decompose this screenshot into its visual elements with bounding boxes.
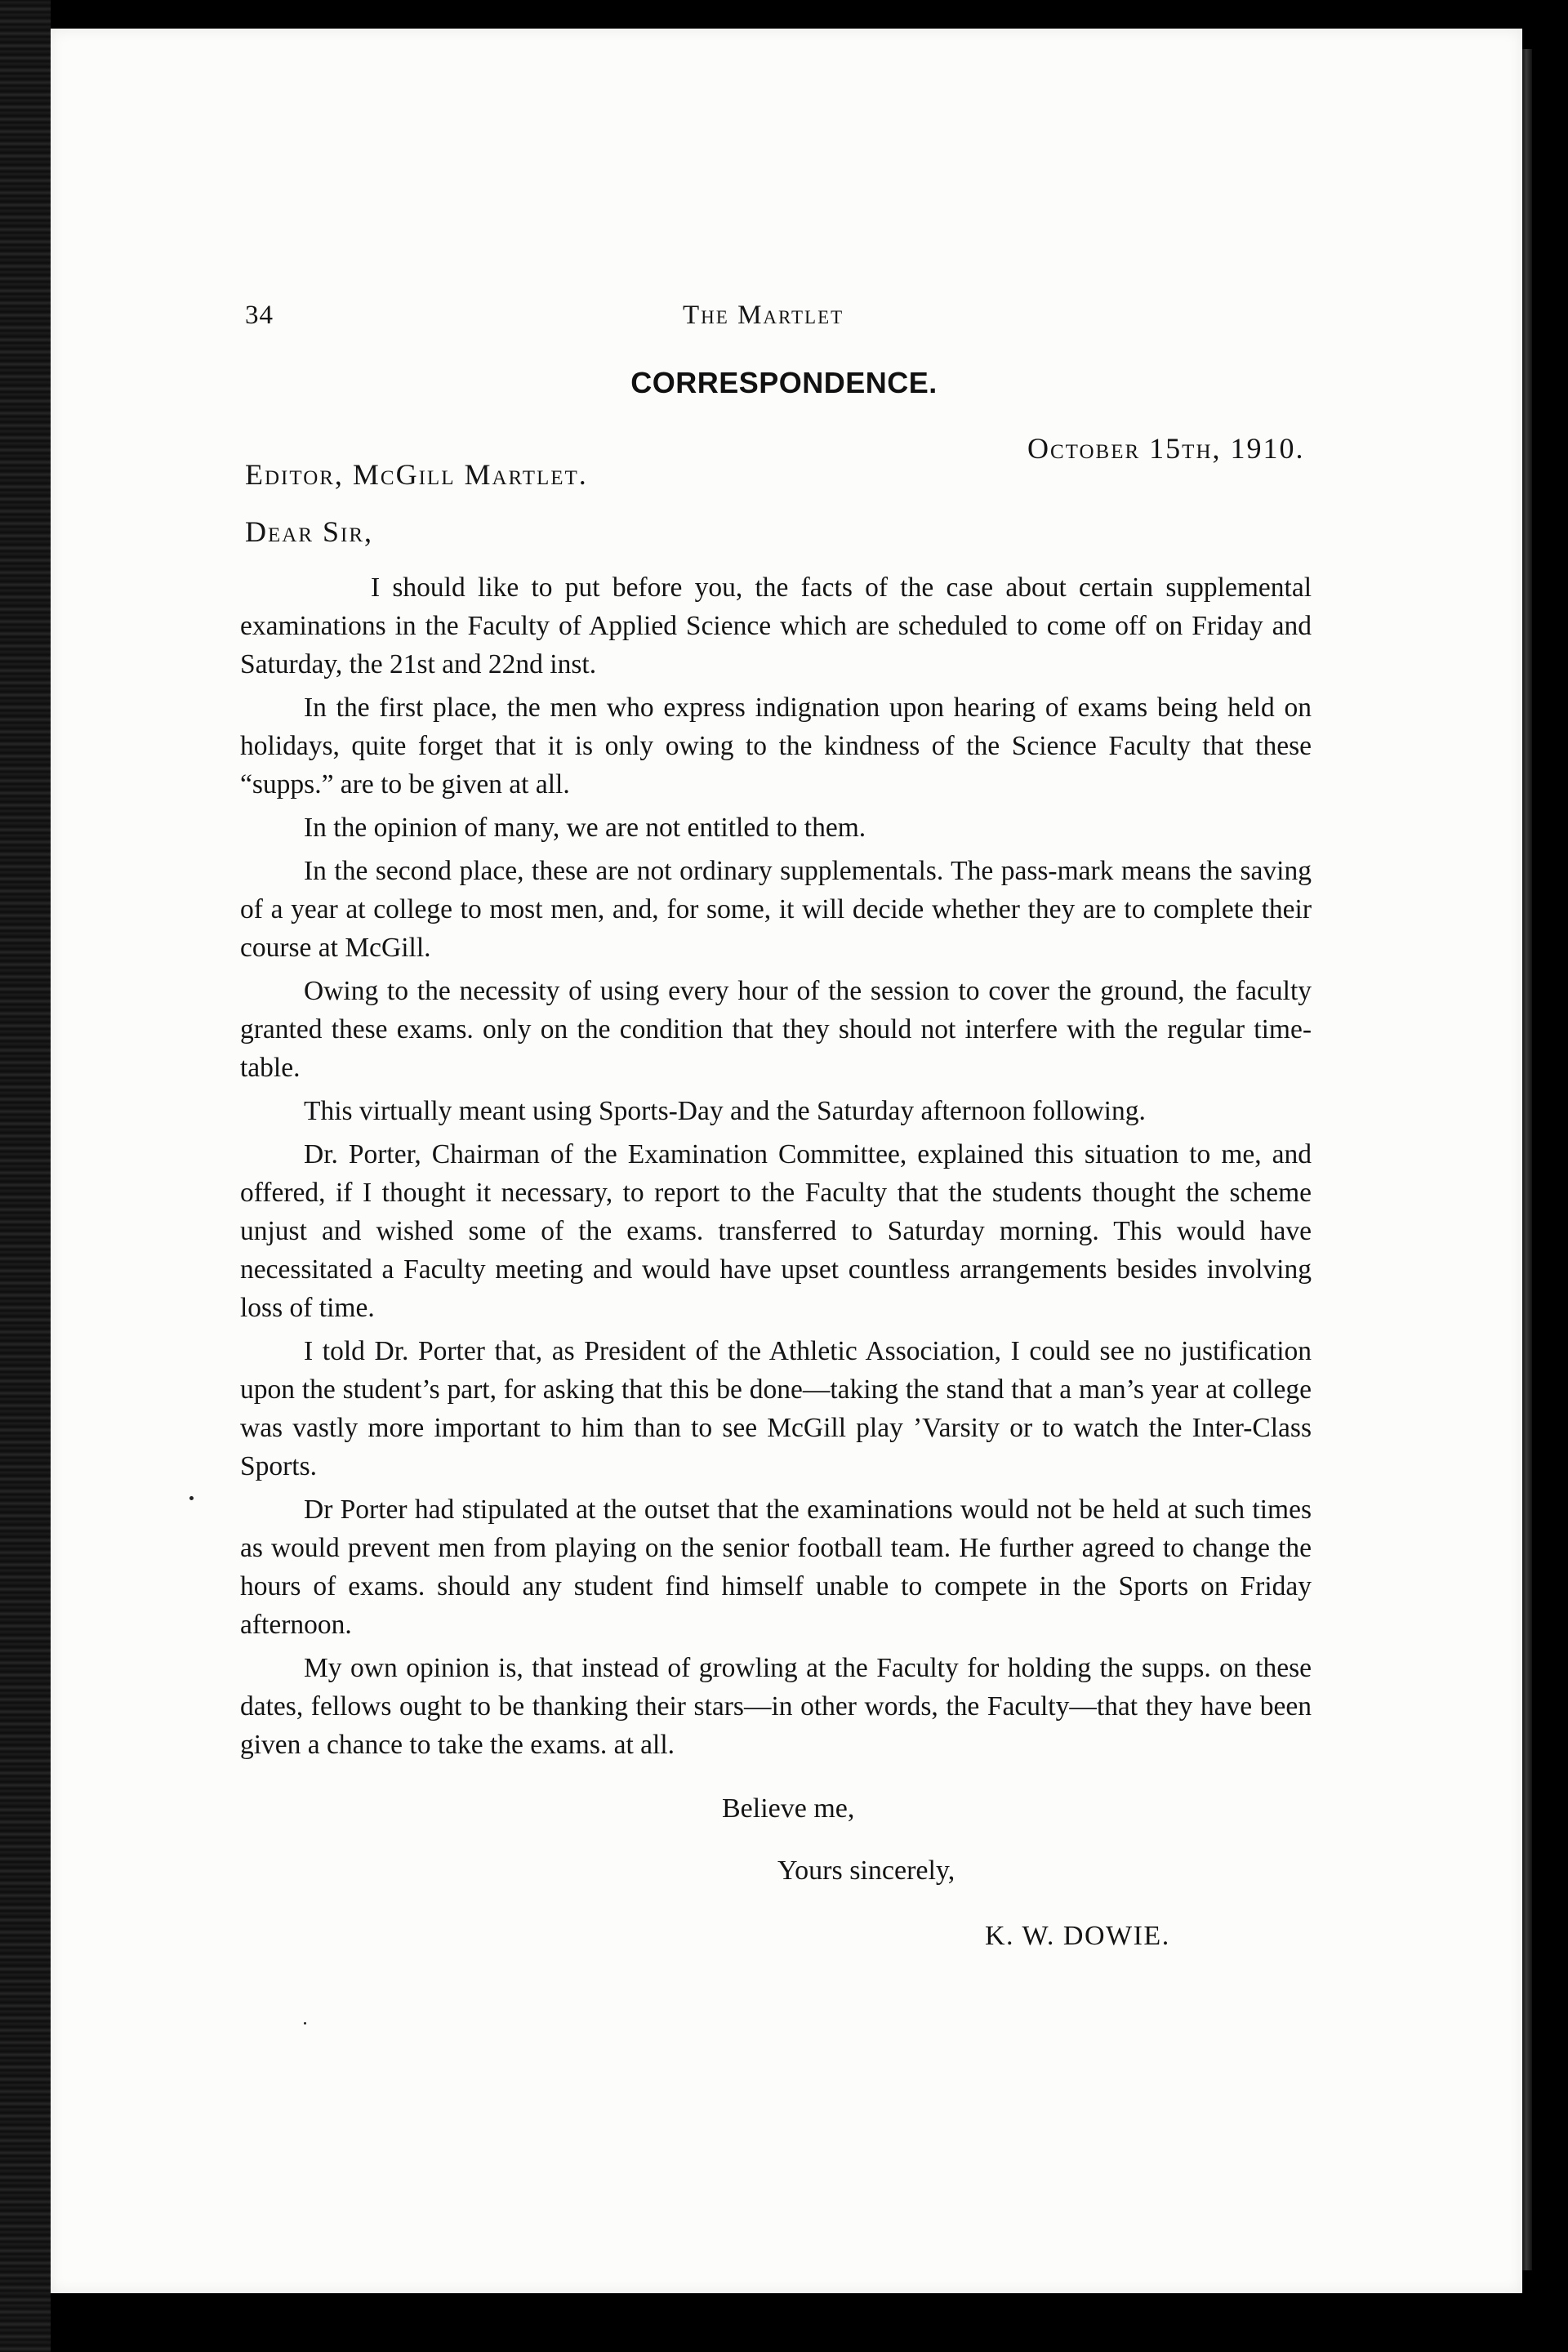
scan-speck — [304, 2022, 306, 2025]
letter-paragraph: My own opinion is, that instead of growling at the Faculty for holding the supps. on these dates, fellows ought to be thanking their stars—in other words, the Faculty—that they have been given a chance to take the exams. at all. — [240, 1653, 1312, 1760]
page-number: 34 — [245, 301, 274, 330]
book-edge-left — [0, 0, 51, 2352]
running-title: The Martlet — [683, 301, 844, 330]
letter-paragraph: Dr Porter had stipulated at the outset that the examinations would not be held at such times as would prevent men from playing on the senior football team. He further agreed to change the hours of exams. should any student find himself unable to compete in the Sports on Friday afternoon. — [240, 1494, 1312, 1640]
letter-paragraph: In the second place, these are not ordinary supplementals. The pass-mark means the saving of a year at college to most men, and, for some, it will decide whether they are to complete their course at McGill. — [240, 856, 1312, 963]
letter-body — [240, 568, 1312, 1764]
page-header — [245, 301, 1307, 336]
closing-yours-sincerely: Yours sincerely, — [777, 1855, 956, 1886]
letter-paragraph: In the opinion of many, we are not entitled to them. — [304, 813, 866, 843]
section-title: CORRESPONDENCE. — [630, 366, 938, 399]
signature: K. W. DOWIE. — [985, 1921, 1170, 1951]
letter-date: October 15th, 1910. — [1027, 432, 1305, 465]
closing-believe-me: Believe me, — [722, 1793, 855, 1824]
letter-paragraph: This virtually meant using Sports-Day and the Saturday afternoon following. — [304, 1096, 1146, 1126]
letter-paragraph: Dr. Porter, Chairman of the Examination Committee, explained this situation to me, and offered, if I thought it necessary, to report to the Faculty that the students thought the scheme unjust and wished some of the exams. transferred to Saturday morning. This would have necessitated a Faculty meeting and would have upset countless arrangements besides involving loss of time. — [240, 1139, 1312, 1323]
letter-paragraph: I told Dr. Porter that, as President of the Athletic Association, I could see no justification upon the student’s part, for asking that this be done—taking the stand that a man’s year at college was vastly more important to him than to see McGill play ’Varsity or to watch the Inter-Class Sports. — [240, 1336, 1312, 1481]
letter-paragraph: In the first place, the men who express indignation upon hearing of exams being held on holidays, quite forget that it is only owing to the kindness of the Science Faculty that these “supps.” are to be given at all. — [240, 693, 1312, 800]
letter-addressee: Editor, McGill Martlet. — [245, 458, 588, 491]
scan-speck — [189, 1496, 194, 1500]
letter-paragraph: I should like to put before you, the facts of the case about certain supplemental examinations in the Faculty of Applied Science which are scheduled to come off on Friday and Saturday, the 21st and 22nd inst. — [240, 572, 1312, 679]
letter-paragraph: Owing to the necessity of using every hour of the session to cover the ground, the faculty granted these exams. only on the condition that they should not interfere with the regular time-table. — [240, 976, 1312, 1083]
letter-salutation: Dear Sir, — [245, 515, 374, 548]
